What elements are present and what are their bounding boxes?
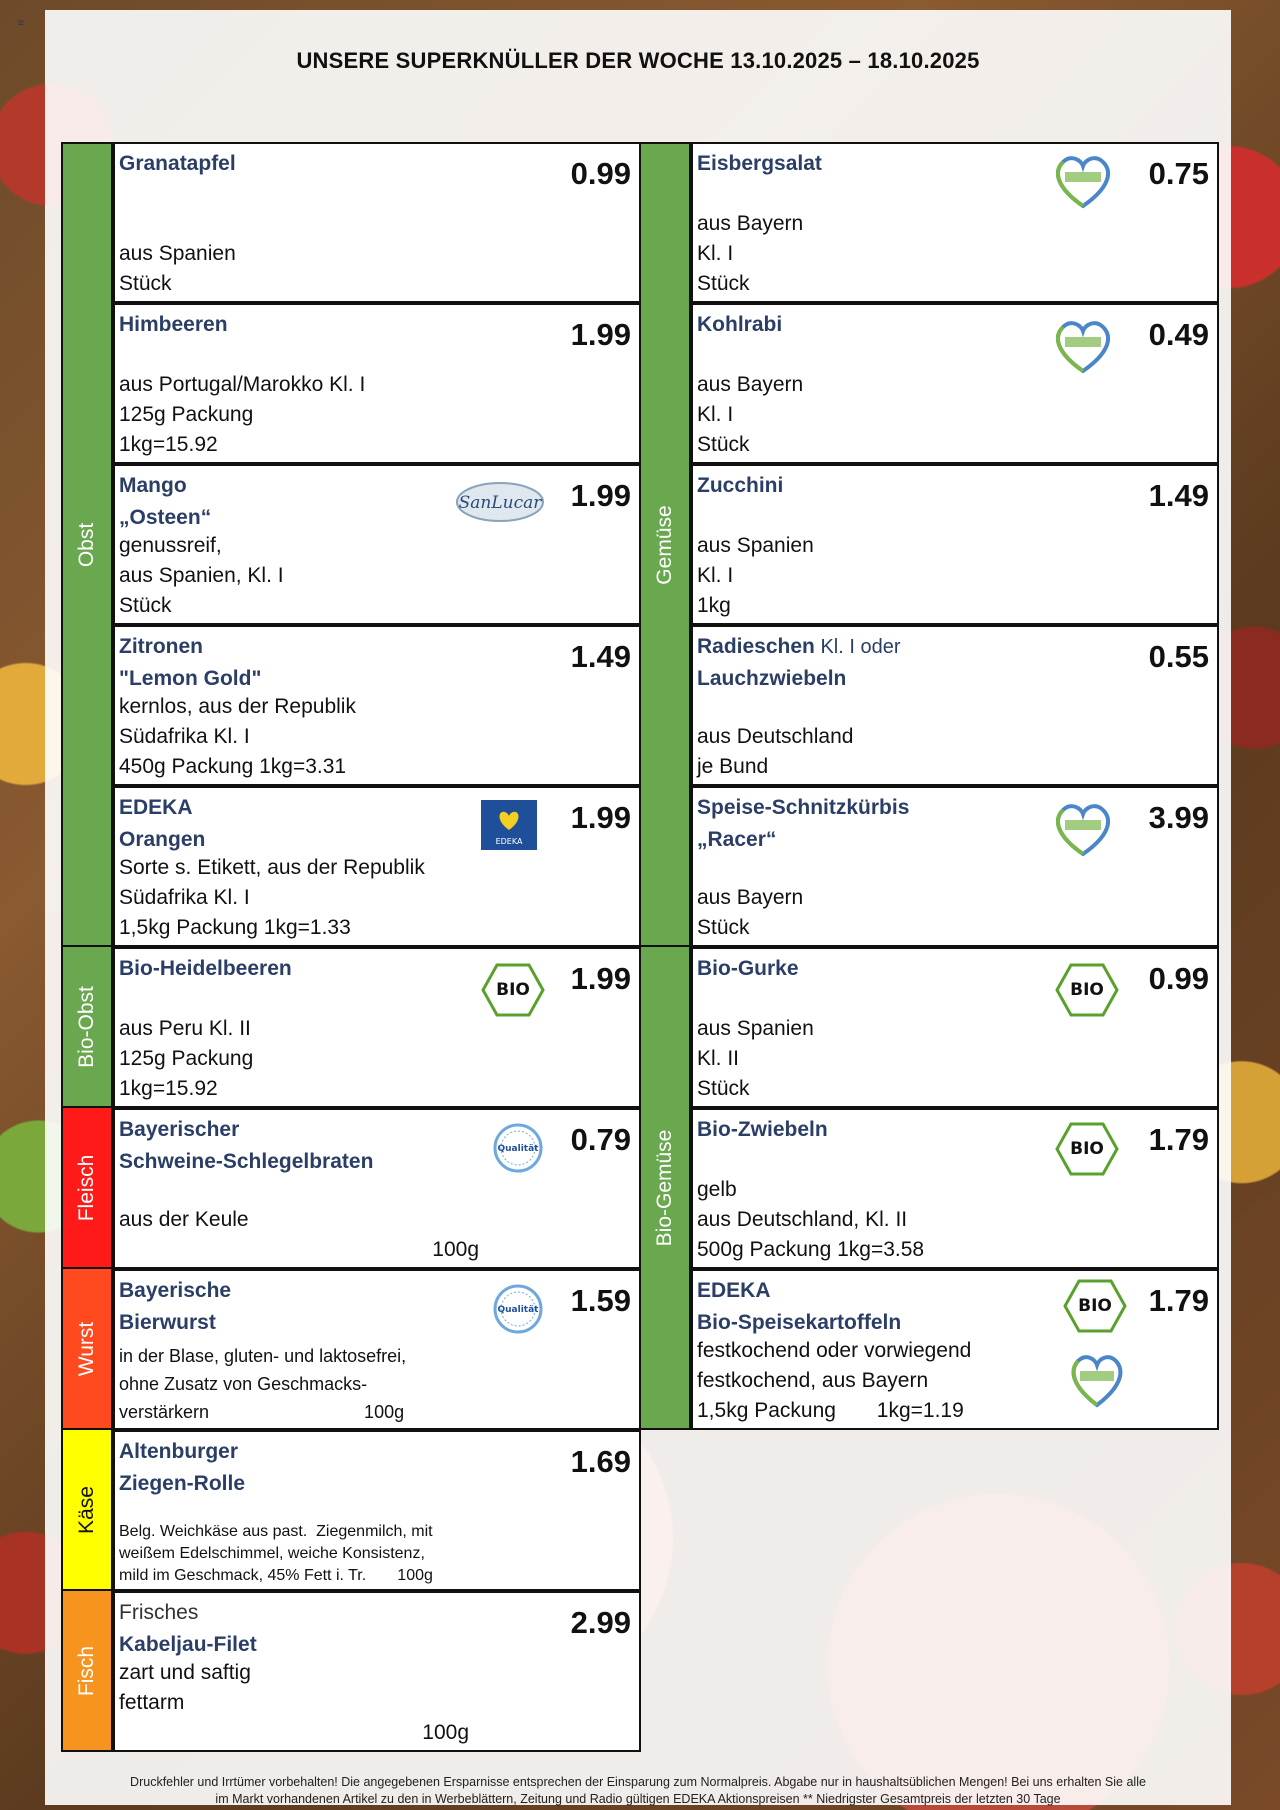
product-bio-gurke <box>691 947 1219 1108</box>
product-price: 0.75 <box>1148 156 1209 191</box>
edeka-herzstuecke-logo <box>481 800 537 855</box>
product-description: Belg. Weichkäse aus past. Ziegenmilch, mit weißem Edelschimmel, weiche Konsistenz, mild im Geschmack, 45% Fett i. Tr. 100g <box>119 1523 433 1584</box>
product-name: Eisbergsalat <box>697 152 822 175</box>
logo-text: BIO <box>496 980 530 1000</box>
product-description: kernlos, aus der Republik Südafrika Kl. I 450g Packung 1kg=3.31 <box>119 695 356 778</box>
category-label: Bio-Gemüse <box>653 1129 676 1246</box>
category-fisch <box>61 1589 113 1752</box>
category-fleisch <box>61 1106 113 1269</box>
product-description: aus Bayern Stück <box>697 886 804 939</box>
product-name: Himbeeren <box>119 313 228 336</box>
geprueft-qualitaet-heart-icon <box>1051 317 1115 380</box>
product-description: aus Spanien Kl. II Stück <box>697 1017 814 1100</box>
category-label: Wurst <box>75 1321 98 1376</box>
product-price: 1.69 <box>570 1444 631 1479</box>
product-description: zart und saftig fettarm 100g <box>119 1661 469 1744</box>
product-name: Zucchini <box>697 474 784 497</box>
product-description: aus der Keule 100g <box>119 1208 479 1261</box>
page-marker-icon: ≡ <box>18 18 24 29</box>
product-description: aus Bayern Kl. I Stück <box>697 373 804 456</box>
logo-text: SanLucar <box>458 493 542 513</box>
product-granatapfel <box>113 142 641 303</box>
product-price: 3.99 <box>1148 800 1209 835</box>
product-name: Frisches Kabeljau-Filet <box>119 1601 257 1656</box>
product-price: 1.99 <box>570 317 631 352</box>
product-zitronen <box>113 625 641 786</box>
product-name: Bio-Zwiebeln <box>697 1118 828 1141</box>
logo-text: BIO <box>1070 1139 1104 1159</box>
product-description: aus Spanien Kl. I 1kg <box>697 534 814 617</box>
product-name: Granatapfel <box>119 152 236 175</box>
product-price: 0.55 <box>1148 639 1209 674</box>
logo-text: EDEKA <box>495 837 523 846</box>
product-description: in der Blase, gluten- und laktosefrei, ohne Zusatz von Geschmacks- verstärkern 100g <box>119 1346 407 1422</box>
category-label: Fleisch <box>75 1154 98 1221</box>
logo-text: BIO <box>1078 1296 1112 1316</box>
product-description: aus Peru Kl. II 125g Packung 1kg=15.92 <box>119 1017 254 1100</box>
product-description: festkochend oder vorwiegend festkochend, aus Bayern 1,5kg Packung 1kg=1.19 <box>697 1339 972 1422</box>
product-zucchini <box>691 464 1219 625</box>
sanlucar-logo <box>455 480 545 529</box>
product-himbeeren <box>113 303 641 464</box>
product-ziegen-rolle <box>113 1430 641 1591</box>
category-obst <box>61 142 113 947</box>
product-name: Mango „Osteen“ <box>119 474 212 529</box>
product-price: 0.79 <box>570 1122 631 1157</box>
product-kohlrabi <box>691 303 1219 464</box>
geprueft-qualitaet-heart-icon <box>1067 1351 1127 1414</box>
product-name: Speise-Schnitzkürbis „Racer“ <box>697 796 910 851</box>
page-title: UNSERE SUPERKNÜLLER DER WOCHE 13.10.2025 – 18.10.2025 <box>296 48 980 73</box>
category-label: Gemüse <box>653 504 676 585</box>
category-bio-obst <box>61 945 113 1108</box>
product-name: Bio-Heidelbeeren <box>119 957 292 980</box>
product-price: 0.99 <box>1148 961 1209 996</box>
product-price: 1.49 <box>570 639 631 674</box>
product-name: Altenburger Ziegen-Rolle <box>119 1440 246 1495</box>
product-price: 1.99 <box>570 961 631 996</box>
category-label: Käse <box>75 1485 98 1534</box>
product-price: 1.99 <box>570 800 631 835</box>
product-eisbergsalat <box>691 142 1219 303</box>
category-kaese <box>61 1428 113 1591</box>
bio-siegel-icon <box>1063 1279 1127 1338</box>
category-label: Obst <box>75 522 98 567</box>
product-price: 0.49 <box>1148 317 1209 352</box>
product-price: 2.99 <box>570 1605 631 1640</box>
category-bio-gemuese <box>639 945 691 1430</box>
product-bierwurst <box>113 1269 641 1430</box>
product-description: aus Spanien Stück <box>119 242 236 295</box>
product-price: 1.99 <box>570 478 631 513</box>
flyer-sheet <box>45 10 1231 1805</box>
category-label: Bio-Obst <box>75 985 98 1068</box>
product-schweine-schlegelbraten <box>113 1108 641 1269</box>
product-price: 1.79 <box>1148 1122 1209 1157</box>
product-name: Bayerische Bierwurst <box>119 1279 232 1334</box>
product-orangen <box>113 786 641 947</box>
product-bio-zwiebeln <box>691 1108 1219 1269</box>
product-name: Bio-Gurke <box>697 957 799 980</box>
product-bio-speisekartoffeln <box>691 1269 1219 1430</box>
product-description: aus Portugal/Marokko Kl. I 125g Packung 1kg=15.92 <box>119 373 366 456</box>
bio-siegel-icon <box>1055 1122 1119 1181</box>
product-name: EDEKA Orangen <box>119 796 206 851</box>
qualitaet-bayern-icon <box>493 1120 543 1181</box>
product-name: EDEKA Bio-Speisekartoffeln <box>697 1279 902 1334</box>
product-name: Radieschen Kl. I oder Lauchzwiebeln <box>697 635 901 690</box>
product-name: Bayerischer Schweine-Schlegelbraten <box>119 1118 374 1173</box>
product-kabeljau-filet <box>113 1591 641 1752</box>
bio-siegel-icon <box>1055 963 1119 1022</box>
product-price: 1.79 <box>1148 1283 1209 1318</box>
product-description: Sorte s. Etikett, aus der Republik Südafrika Kl. I 1,5kg Packung 1kg=1.33 <box>119 856 425 939</box>
product-mango <box>113 464 641 625</box>
product-name: Kohlrabi <box>697 313 783 336</box>
logo-text: Qualität <box>497 1144 539 1154</box>
footer-disclaimer: Druckfehler und Irrtümer vorbehalten! Die angegebenen Ersparnisse entsprechen der Einsparung zum Normalpreis. Abgabe nur in haushaltsüblichen Mengen! Bei uns erhalten Sie alle im Markt vorhandenen Artikel zu den in Werbeblättern, Zeitung und Radio gültigen EDEKA Aktionspreisen ** Niedrigster Gesamtpreis der letzten 30 Tage <box>130 1775 1146 1806</box>
product-description: genussreif, aus Spanien, Kl. I Stück <box>119 534 284 617</box>
product-speise-schnitzkuerbis <box>691 786 1219 947</box>
product-price: 0.99 <box>570 156 631 191</box>
bio-siegel-icon <box>481 963 545 1022</box>
geprueft-qualitaet-heart-icon <box>1051 152 1115 215</box>
category-gemuese <box>639 142 691 947</box>
qualitaet-bayern-icon <box>493 1281 543 1342</box>
product-bio-heidelbeeren <box>113 947 641 1108</box>
product-price: 1.59 <box>570 1283 631 1318</box>
logo-text: Qualität <box>497 1305 539 1315</box>
product-radieschen-lauchzwiebeln <box>691 625 1219 786</box>
logo-text: BIO <box>1070 980 1104 1000</box>
product-price: 1.49 <box>1148 478 1209 513</box>
product-description: aus Deutschland je Bund <box>697 725 854 778</box>
product-description: gelb aus Deutschland, Kl. II 500g Packung 1kg=3.58 <box>697 1178 925 1261</box>
geprueft-qualitaet-heart-icon <box>1051 800 1115 863</box>
category-label: Fisch <box>75 1645 98 1696</box>
product-name: Zitronen "Lemon Gold" <box>119 635 262 690</box>
product-description: aus Bayern Kl. I Stück <box>697 212 804 295</box>
category-wurst <box>61 1267 113 1430</box>
